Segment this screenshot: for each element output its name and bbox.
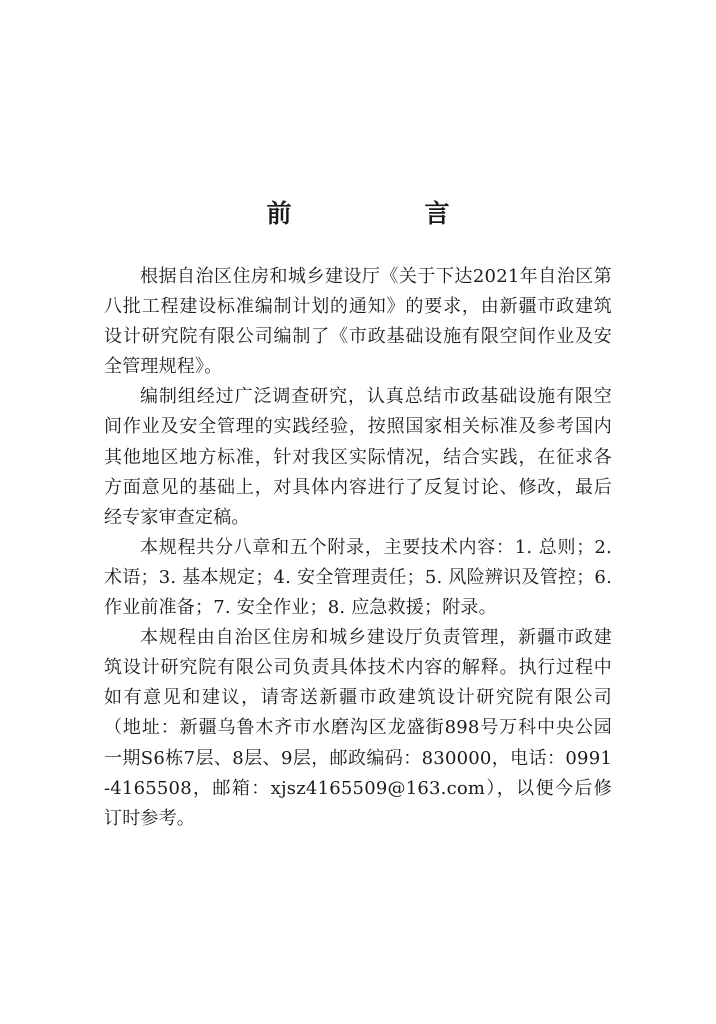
paragraph-background: 根据自治区住房和城乡建设厅《关于下达2021年自治区第八批工程建设标准编制计划的通知》的要求，由新疆市政建筑设计研究院有限公司编制了《市政基础设施有限空间作业及安全管理规程》。 — [104, 266, 612, 378]
paragraph-process: 编制组经过广泛调查研究，认真总结市政基础设施有限空间作业及安全管理的实践经验，按照国家相关标准及参考国内其他地区地方标准，针对我区实际情况，结合实践，在征求各方面意见的基础上，对具体内容进行了反复讨论、修改，最后经专家审查定稿。 — [104, 386, 612, 528]
paragraph-contact: 本规程由自治区住房和城乡建设厅负责管理，新疆市政建筑设计研究院有限公司负责具体技术内容的解释。执行过程中如有意见和建议，请寄送新疆市政建筑设计研究院有限公司（地址：新疆乌鲁木齐市水磨沟区龙盛街898号万科中央公园一期S6栋7层、8层、9层，邮政编码：830000，电话：0991-4165508，邮箱：xjsz4165509@163.com），以便今后修订时参考。 — [104, 627, 612, 829]
paragraph-contents: 本规程共分八章和五个附录，主要技术内容：1. 总则；2. 术语；3. 基本规定；4. 安全管理责任；5. 风险辨识及管控；6. 作业前准备；7. 安全作业；8. 应急救援；附录。 — [104, 536, 612, 619]
body-text — [104, 262, 612, 834]
page-title: 前 言 — [266, 199, 504, 228]
